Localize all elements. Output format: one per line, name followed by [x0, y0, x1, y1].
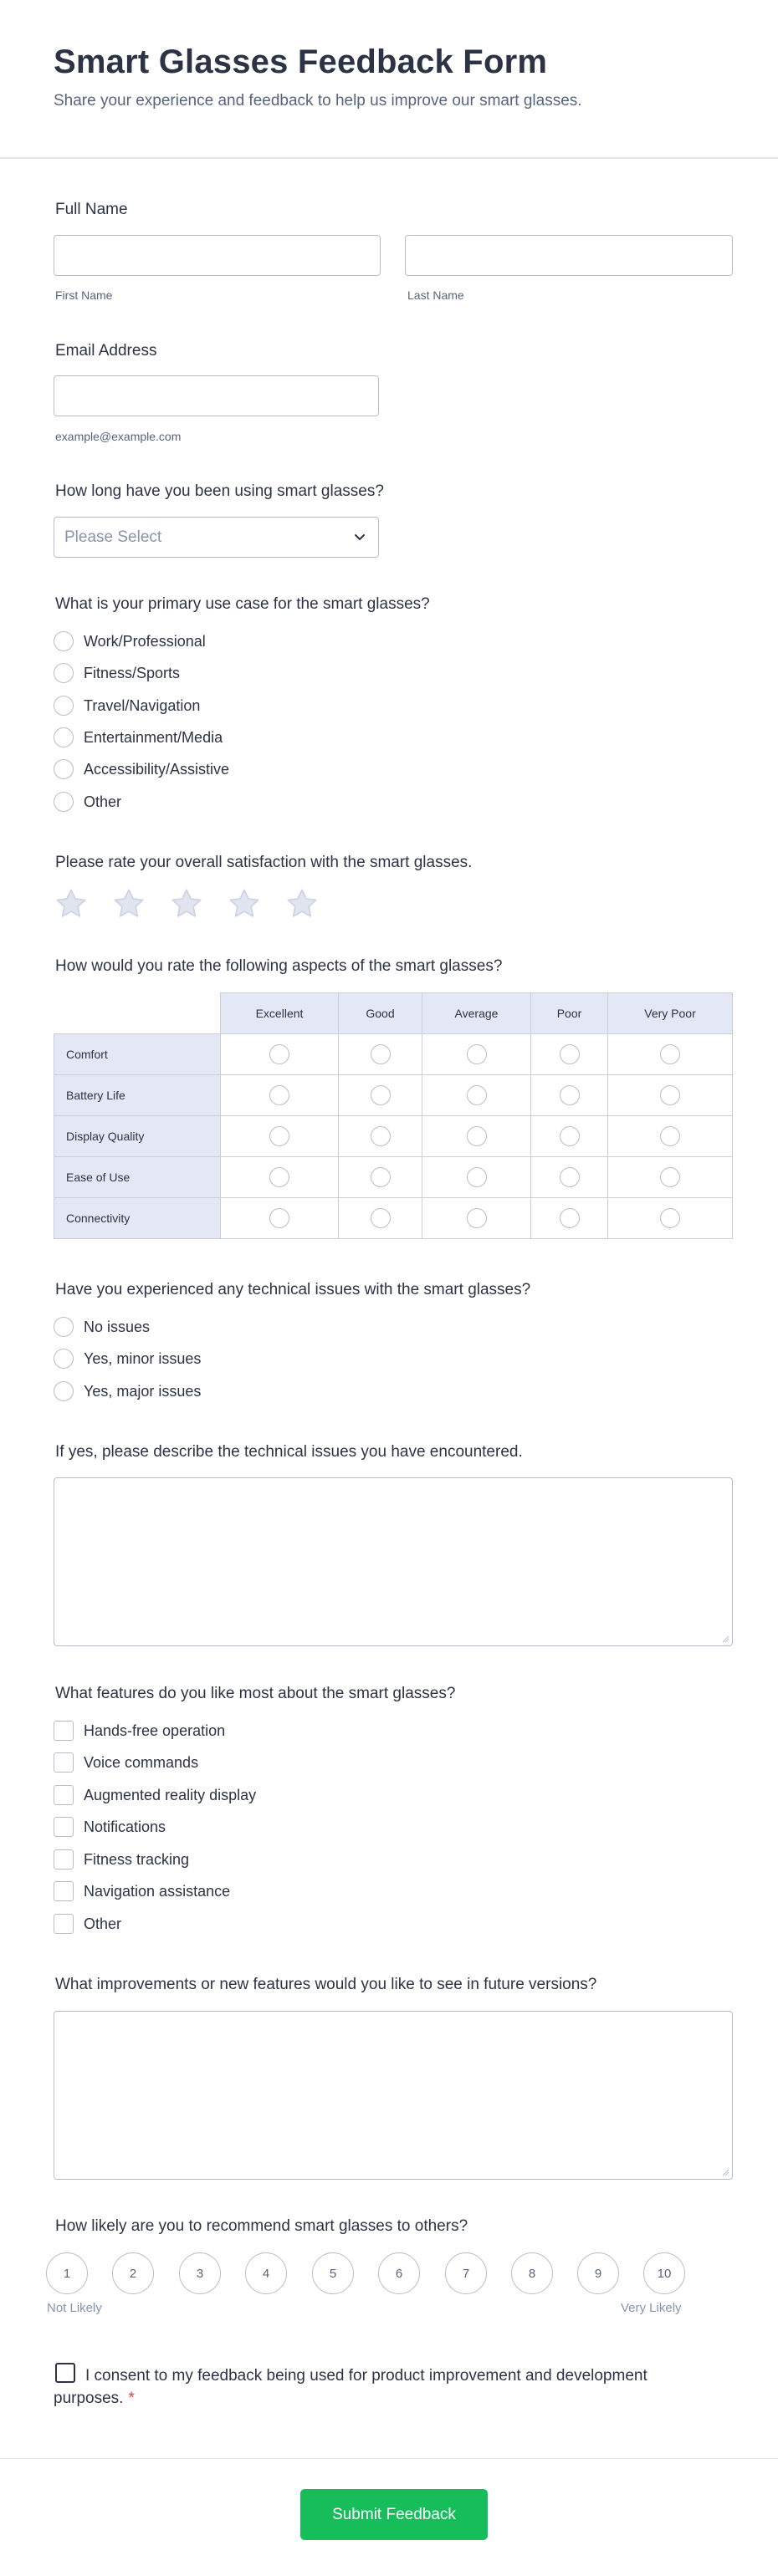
aspects-label: How would you rate the following aspects of the smart glasses? — [55, 957, 503, 975]
improvements-textarea[interactable] — [54, 2011, 733, 2180]
star-icon[interactable] — [54, 886, 89, 921]
matrix-radio[interactable] — [338, 1074, 422, 1116]
consent-label — [54, 2364, 656, 2410]
submit-button[interactable]: Submit Feedback — [300, 2489, 488, 2540]
full-name-label: Full Name — [55, 201, 128, 218]
radio-button[interactable] — [54, 1381, 74, 1401]
scale-low-label: Not Likely — [47, 2301, 102, 2315]
issues-description-textarea[interactable] — [54, 1477, 733, 1646]
scale-option[interactable]: 10 — [643, 2252, 685, 2294]
matrix-row-label: Connectivity — [54, 1197, 221, 1239]
matrix-column-header: Very Poor — [607, 992, 733, 1034]
tech-issues-label: Have you experienced any technical issues with the smart glasses? — [55, 1281, 531, 1298]
resize-grip-icon[interactable] — [721, 2168, 729, 2176]
matrix-radio[interactable] — [530, 1115, 608, 1157]
matrix-radio[interactable] — [220, 1197, 339, 1239]
radio-button[interactable] — [54, 792, 74, 812]
checkbox[interactable] — [54, 1752, 74, 1773]
star-icon[interactable] — [284, 886, 320, 921]
scale-option[interactable]: 9 — [577, 2252, 619, 2294]
recommend-label: How likely are you to recommend smart glasses to others? — [55, 2217, 468, 2235]
matrix-radio[interactable] — [607, 1074, 733, 1116]
checkbox[interactable] — [54, 1817, 74, 1837]
matrix-column-header: Poor — [530, 992, 608, 1034]
scale-high-label: Very Likely — [621, 2301, 682, 2315]
matrix-radio[interactable] — [422, 1033, 531, 1075]
star-icon[interactable] — [227, 886, 262, 921]
radio-button[interactable] — [54, 727, 74, 747]
matrix-radio[interactable] — [607, 1156, 733, 1198]
satisfaction-label: Please rate your overall satisfaction with the smart glasses. — [55, 854, 473, 871]
required-asterisk: * — [128, 2390, 135, 2407]
matrix-column-header: Good — [338, 992, 422, 1034]
email-input[interactable] — [54, 375, 379, 416]
radio-button[interactable] — [54, 1349, 74, 1369]
scale-option[interactable]: 3 — [179, 2252, 221, 2294]
email-sublabel: example@example.com — [55, 430, 182, 443]
first-name-sublabel: First Name — [55, 288, 113, 302]
primary-use-label: What is your primary use case for the smart glasses? — [55, 595, 430, 613]
scale-option[interactable]: 8 — [511, 2252, 553, 2294]
matrix-radio[interactable] — [530, 1074, 608, 1116]
form-header — [0, 0, 778, 159]
matrix-row-label: Ease of Use — [54, 1156, 221, 1198]
form-subtitle: Share your experience and feedback to help us improve our smart glasses. — [54, 92, 582, 110]
issues-description-label: If yes, please describe the technical issues you have encountered. — [55, 1443, 523, 1461]
checkbox[interactable] — [54, 1914, 74, 1934]
first-name-input[interactable] — [54, 235, 381, 276]
email-label: Email Address — [55, 342, 157, 360]
matrix-row-label: Display Quality — [54, 1115, 221, 1157]
matrix-radio[interactable] — [530, 1197, 608, 1239]
matrix-radio[interactable] — [422, 1156, 531, 1198]
star-icon[interactable] — [169, 886, 204, 921]
resize-grip-icon[interactable] — [721, 1635, 729, 1643]
checkbox[interactable] — [54, 1785, 74, 1805]
liked-features-label: What features do you like most about the smart glasses? — [55, 1685, 456, 1702]
matrix-row-label: Comfort — [54, 1033, 221, 1075]
matrix-radio[interactable] — [338, 1115, 422, 1157]
chevron-down-icon — [353, 530, 366, 543]
matrix-radio[interactable] — [220, 1156, 339, 1198]
checkbox[interactable] — [54, 1721, 74, 1741]
radio-button[interactable] — [54, 696, 74, 716]
matrix-radio[interactable] — [607, 1033, 733, 1075]
matrix-column-header: Average — [422, 992, 531, 1034]
scale-option[interactable]: 2 — [112, 2252, 154, 2294]
scale-option[interactable]: 6 — [378, 2252, 420, 2294]
last-name-input[interactable] — [405, 235, 733, 276]
radio-button[interactable] — [54, 759, 74, 779]
matrix-column-header: Excellent — [220, 992, 339, 1034]
scale-option[interactable]: 4 — [245, 2252, 287, 2294]
matrix-radio[interactable] — [220, 1074, 339, 1116]
usage-duration-select[interactable] — [54, 517, 379, 558]
matrix-radio[interactable] — [530, 1156, 608, 1198]
matrix-radio[interactable] — [422, 1074, 531, 1116]
matrix-row-label: Battery Life — [54, 1074, 221, 1116]
matrix-radio[interactable] — [422, 1197, 531, 1239]
matrix-radio[interactable] — [607, 1115, 733, 1157]
usage-duration-label: How long have you been using smart glasses? — [55, 482, 384, 500]
consent-text: I consent to my feedback being used for product improvement and development purposes. — [54, 2367, 647, 2407]
matrix-radio[interactable] — [607, 1197, 733, 1239]
radio-button[interactable] — [54, 631, 74, 651]
radio-button[interactable] — [54, 663, 74, 683]
last-name-sublabel: Last Name — [407, 288, 464, 302]
matrix-radio[interactable] — [530, 1033, 608, 1075]
matrix-radio[interactable] — [338, 1156, 422, 1198]
matrix-radio[interactable] — [220, 1115, 339, 1157]
footer-divider — [0, 2458, 778, 2459]
checkbox[interactable] — [54, 1881, 74, 1901]
star-icon[interactable] — [111, 886, 146, 921]
matrix-radio[interactable] — [338, 1033, 422, 1075]
matrix-radio[interactable] — [338, 1197, 422, 1239]
scale-option[interactable]: 5 — [312, 2252, 354, 2294]
usage-duration-placeholder: Please Select — [64, 528, 162, 546]
form-title: Smart Glasses Feedback Form — [54, 43, 548, 80]
checkbox[interactable] — [54, 1849, 74, 1870]
matrix-radio[interactable] — [220, 1033, 339, 1075]
scale-option[interactable]: 7 — [445, 2252, 487, 2294]
matrix-radio[interactable] — [422, 1115, 531, 1157]
scale-option[interactable]: 1 — [46, 2252, 88, 2294]
improvements-label: What improvements or new features would you like to see in future versions? — [55, 1976, 597, 1993]
radio-button[interactable] — [54, 1317, 74, 1337]
